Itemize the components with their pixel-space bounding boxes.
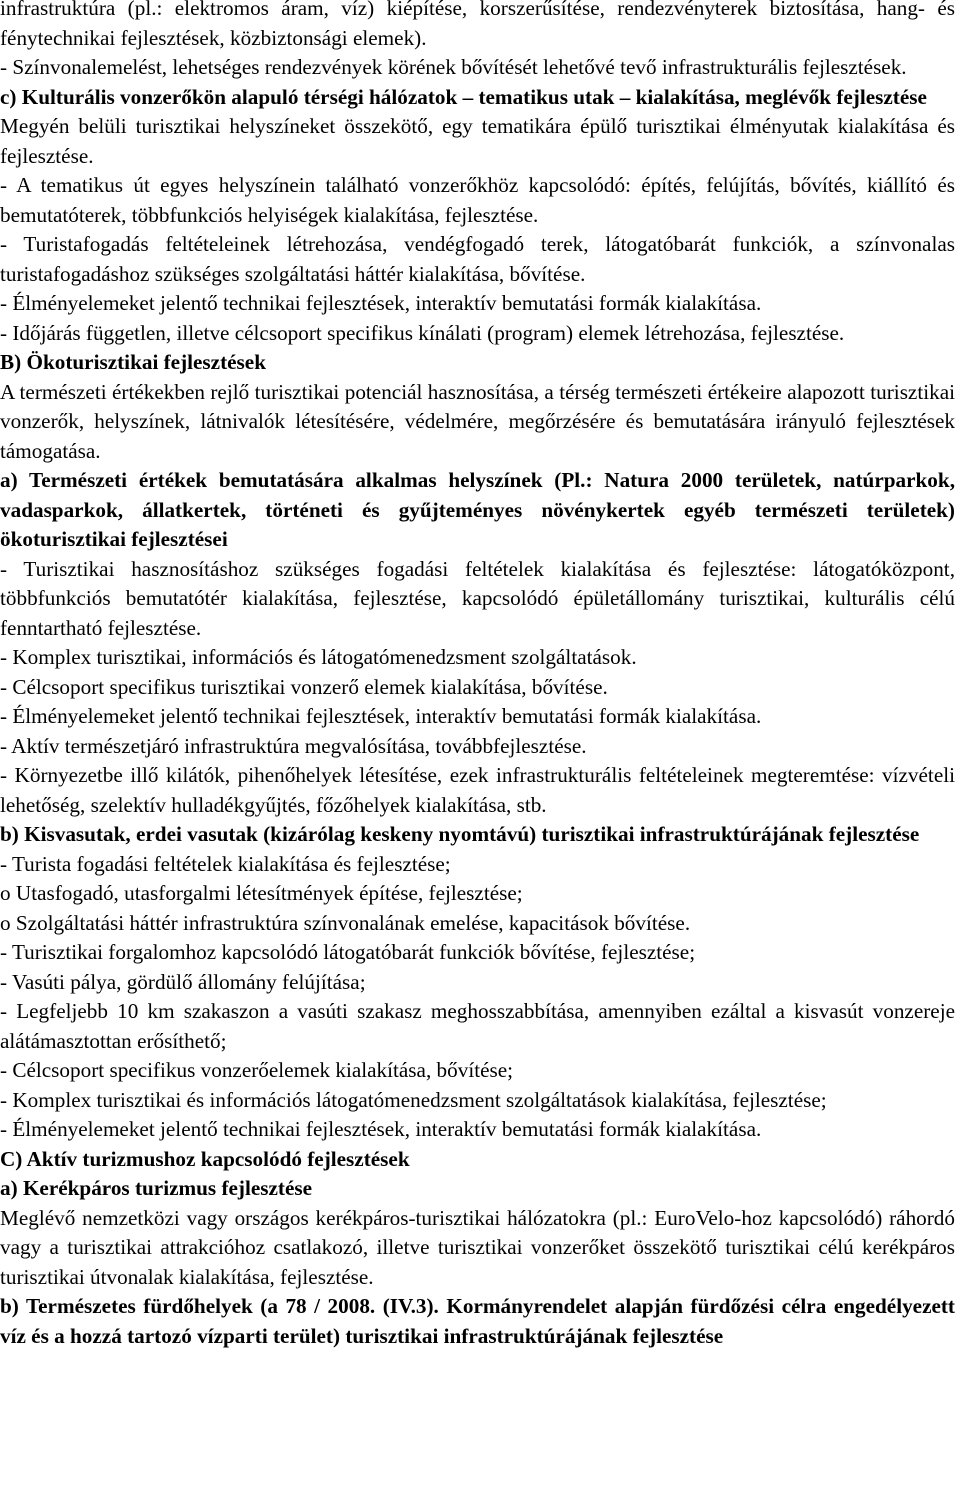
section-heading: C) Aktív turizmushoz kapcsolódó fejlesztések	[0, 1146, 410, 1171]
body-paragraph: - Célcsoport specifikus vonzerőelemek kialakítása, bővítése;	[0, 1058, 514, 1082]
body-paragraph: o Utasfogadó, utasforgalmi létesítmények építése, fejlesztése;	[0, 881, 523, 905]
body-paragraph: - Legfeljebb 10 km szakaszon a vasúti szakasz meghosszabbítása, amennyiben ezáltal a kisvasút vonzereje alátámasztottan erősíthető;	[0, 999, 955, 1053]
body-paragraph: - Élményelemeket jelentő technikai fejlesztések, interaktív bemutatási formák kialakítása.	[0, 291, 762, 315]
body-paragraph: - Időjárás független, illetve célcsoport specifikus kínálati (program) elemek létrehozása, fejlesztése.	[0, 320, 845, 345]
body-paragraph: - Vasúti pálya, gördülő állomány felújítása;	[0, 969, 366, 994]
body-paragraph: A természeti értékekben rejlő turisztikai potenciál hasznosítása, a térség természeti értékeire alapozott turisztikai vonzerők, helyszínek, látnivalók létesítésére, védelmére, megőrzésére és bemutatására irányuló fejlesztések támogatása.	[0, 379, 955, 463]
body-paragraph: - Élményelemeket jelentő technikai fejlesztések, interaktív bemutatási formák kialakítása.	[0, 704, 762, 728]
section-heading: b) Kisvasutak, erdei vasutak (kizárólag keskeny nyomtávú) turisztikai infrastruktúrájának fejlesztése	[0, 822, 920, 846]
body-paragraph: - Komplex turisztikai és információs látogatómenedzsment szolgáltatások kialakítása, fejlesztése;	[0, 1087, 827, 1112]
body-paragraph: - Célcsoport specifikus turisztikai vonzerő elemek kialakítása, bővítése.	[0, 674, 608, 699]
body-paragraph: - Turistafogadás feltételeinek létrehozása, vendégfogadó terek, látogatóbarát funkciók, a színvonalas turistafogadáshoz szükséges szolgáltatási háttér kialakítása, bővítése.	[0, 232, 955, 286]
body-paragraph: - Turista fogadási feltételek kialakítása és fejlesztése;	[0, 851, 451, 876]
body-paragraph: Meglévő nemzetközi vagy országos kerékpáros-turisztikai hálózatokra (pl.: EuroVelo-hoz kapcsolódó) ráhordó vagy a turisztikai attrakcióhoz csatlakozó, illetve turisztikai vonzerőket összekötő turisztikai célú kerékpáros turisztikai útvonalak kialakítása, fejlesztése.	[0, 1205, 955, 1289]
body-paragraph: - Színvonalemelést, lehetséges rendezvények körének bővítését lehetővé tevő infrastrukturális fejlesztések.	[0, 55, 907, 79]
body-paragraph: - A tematikus út egyes helyszínein található vonzerőkhöz kapcsolódó: építés, felújítás, bővítés, kiállító és bemutatóterek, többfunkciós helyiségek kialakítása, fejlesztése.	[0, 173, 955, 227]
body-paragraph: infrastruktúra (pl.: elektromos áram, víz) kiépítése, korszerűsítése, rendezvényterek biztosítása, hang- és fénytechnikai fejlesztések, közbiztonsági elemek).	[0, 0, 955, 50]
body-paragraph: - Élményelemeket jelentő technikai fejlesztések, interaktív bemutatási formák kialakítása.	[0, 1117, 762, 1141]
body-paragraph: - Környezetbe illő kilátók, pihenőhelyek létesítése, ezek infrastrukturális feltételeinek megteremtése: vízvételi lehetőség, szelektív hulladékgyűjtés, főzőhelyek kialakítása, stb.	[0, 763, 955, 817]
body-paragraph: - Turisztikai forgalomhoz kapcsolódó látogatóbarát funkciók bővítése, fejlesztése;	[0, 940, 696, 964]
section-heading: B) Ökoturisztikai fejlesztések	[0, 350, 266, 374]
body-paragraph: o Szolgáltatási háttér infrastruktúra színvonalának emelése, kapacitások bővítése.	[0, 910, 691, 935]
section-heading: a) Természeti értékek bemutatására alkalmas helyszínek (Pl.: Natura 2000 területek, natúrparkok, vadasparkok, állatkertek, történeti és gyűjteményes növénykertek egyéb természeti területek) ökoturisztikai fejlesztései	[0, 468, 955, 551]
body-paragraph: - Turisztikai hasznosításhoz szükséges fogadási feltételek kialakítása és fejlesztése: látogatóközpont, többfunkciós bemutatótér kialakítása, fejlesztése, kapcsolódó épületállomány turisztikai, kulturális célú fenntartható fejlesztése.	[0, 556, 955, 640]
section-heading: c) Kulturális vonzerőkön alapuló térségi hálózatok – tematikus utak – kialakítása, meglévők fejlesztése	[0, 84, 927, 109]
body-paragraph: Megyén belüli turisztikai helyszíneket összekötő, egy tematikára épülő turisztikai élményutak kialakítása és fejlesztése.	[0, 114, 955, 168]
section-heading: b) Természetes fürdőhelyek (a 78 / 2008. (IV.3). Kormányrendelet alapján fürdőzési célra engedélyezett víz és a hozzá tartozó vízparti terület) turisztikai infrastruktúrájának fejlesztése	[0, 1294, 955, 1348]
body-paragraph: - Komplex turisztikai, információs és látogatómenedzsment szolgáltatások.	[0, 645, 637, 669]
body-paragraph: - Aktív természetjáró infrastruktúra megvalósítása, továbbfejlesztése.	[0, 733, 587, 758]
section-heading: a) Kerékpáros turizmus fejlesztése	[0, 1176, 313, 1200]
